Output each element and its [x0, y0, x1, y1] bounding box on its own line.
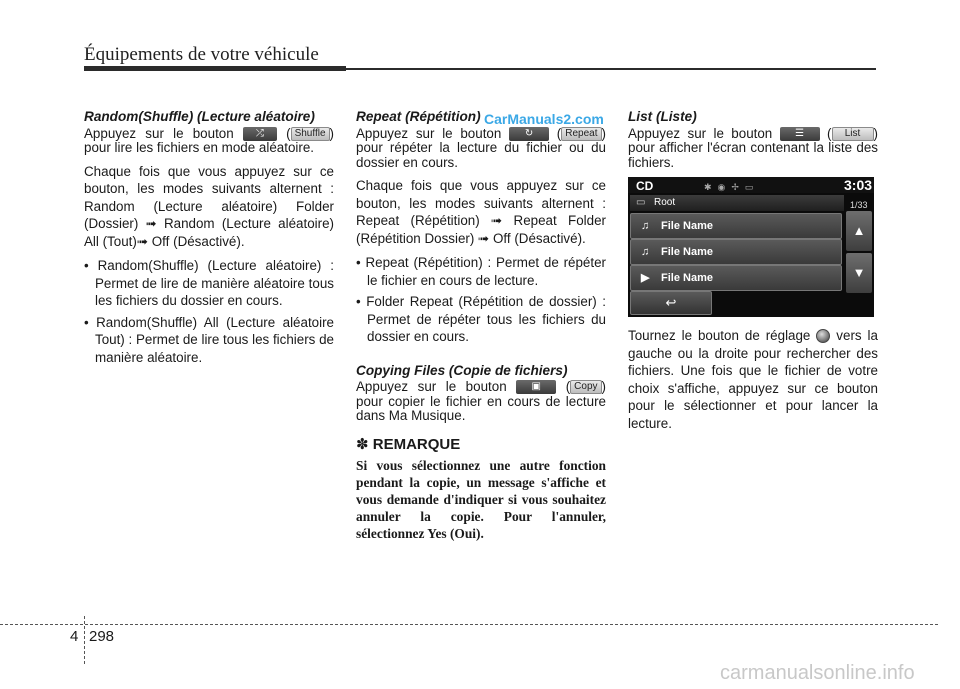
copy-heading: Copying Files (Copie de fichiers)	[356, 362, 568, 378]
repeat-icon: ↻	[509, 127, 549, 141]
column-random	[84, 108, 334, 370]
repeat-heading: Repeat (Répétition)	[356, 109, 481, 124]
save-icon: ▣	[516, 380, 556, 394]
header-rule-thin	[346, 68, 876, 70]
file-list-item[interactable]	[630, 213, 842, 239]
screen-mode-label: CD	[636, 179, 654, 193]
random-intro-text-b: pour lire les fichiers en mode aléatoire.	[84, 140, 314, 155]
tune-text-b: vers la gauche ou la droite pour rechercher des fichiers. Une fois que le fichier de votre choix s'affiche, appuyez sur ce bouton pour le sélectionner et pour lancer la lecture.	[628, 328, 878, 431]
list-intro-text-a: Appuyez sur le bouton	[628, 125, 773, 141]
footer-dashed-rule	[0, 624, 938, 625]
folder-path-bar[interactable]	[630, 195, 844, 211]
tune-knob-paragraph	[628, 327, 878, 432]
page-header-title: Équipements de votre véhicule	[84, 44, 319, 65]
page-number: 298	[89, 628, 115, 645]
copy-button-label: Copy	[570, 380, 601, 394]
shuffle-button-label: Shuffle	[291, 127, 330, 141]
repeat-modes-paragraph: Chaque fois que vous appuyez sur ce bouton, les modes suivants alternent : Repeat (Répétition) ➟ Repeat Folder (Répétition Dossier) ➟ Off (Désactivé).	[356, 178, 606, 246]
repeat-intro: Appuyez sur le bouton ↻ ( Repeat ) pour répéter la lecture du fichier ou du dossier en cours.	[356, 125, 606, 170]
file-list-item[interactable]	[630, 265, 842, 291]
file-name-label: File Name	[661, 246, 713, 258]
repeat-intro-text-b: pour répéter la lecture du fichier ou du dossier en cours.	[356, 140, 606, 170]
list-heading: List (Liste)	[628, 109, 697, 124]
footer-vertical-rule	[84, 616, 85, 664]
footer-site-mark: carmanualsonline.info	[720, 662, 915, 684]
back-button[interactable]	[630, 291, 712, 315]
column-list	[628, 108, 878, 439]
repeat-bullet-folder: • Folder Repeat (Répétition de dossier) : Permet de répéter tous les fichiers du dossier en cours.	[356, 294, 606, 344]
repeat-intro-text-a: Appuyez sur le bouton	[356, 125, 502, 141]
folder-icon: ▭	[636, 197, 646, 208]
bluetooth-usb-icons: ✱◉✢▭	[704, 182, 760, 192]
copy-intro-text-a: Appuyez sur le bouton	[356, 379, 507, 394]
note-title: ✽ REMARQUE	[356, 435, 461, 453]
repeat-button-label: Repeat	[561, 127, 601, 141]
chapter-number: 4	[70, 628, 79, 645]
note-body: Si vous sélectionnez une autre fonction pendant la copie, un message s'affiche et vous demande d'indiquer si vous souhaitez annuler la copie. Pour l'annuler, sélectionnez Yes (Oui).	[356, 458, 606, 541]
music-note-icon: ♫	[641, 246, 650, 258]
list-button-label: List	[832, 127, 874, 141]
watermark-text: CarManuals2.com	[484, 111, 604, 127]
tune-knob-icon	[816, 329, 830, 343]
column-repeat	[356, 108, 606, 542]
random-modes-paragraph: Chaque fois que vous appuyez sur ce bouton, les modes suivants alternent : Random (Lecture aléatoire) Folder (Dossier) ➟ Random (Lecture aléatoire) All (Tout)➟ Off (Désactivé).	[84, 163, 334, 249]
copy-intro-text-b: pour copier le fichier en cours de lecture dans Ma Musique.	[356, 393, 606, 423]
random-bullet-all: • Random(Shuffle) All (Lecture aléatoire Tout) : Permet de lire tous les fichiers de manière aléatoire.	[84, 314, 334, 365]
scroll-down-button[interactable]: ▼	[846, 253, 872, 293]
random-intro: Appuyez sur le bouton ⤮ ( Shuffle ) pour lire les fichiers en mode aléatoire.	[84, 125, 334, 155]
cd-list-screen	[628, 177, 874, 317]
shuffle-icon: ⤮	[243, 127, 277, 141]
tune-text-a: Tournez le bouton de réglage	[628, 328, 811, 343]
list-icon: ☰	[780, 127, 820, 141]
screen-clock: 3:03	[844, 177, 873, 193]
music-note-icon: ♫	[641, 220, 650, 232]
list-intro: Appuyez sur le bouton ☰ ( List ) pour afficher l'écran contenant la liste des fichiers.	[628, 125, 878, 170]
scroll-up-button[interactable]: ▲	[846, 211, 872, 251]
header-rule-thick	[84, 66, 346, 71]
back-arrow-icon: ↩	[665, 295, 677, 310]
repeat-bullet-file: • Repeat (Répétition) : Permet de répéter le fichier en cours de lecture.	[356, 255, 606, 288]
file-list-item[interactable]	[630, 239, 842, 265]
play-circle-icon: ▶	[641, 272, 650, 284]
file-name-label: File Name	[661, 272, 713, 284]
file-name-label: File Name	[661, 220, 713, 232]
random-intro-text-a: Appuyez sur le bouton	[84, 125, 234, 141]
copy-intro: Appuyez sur le bouton ▣ ( Copy ) pour copier le fichier en cours de lecture dans Ma Musique.	[356, 379, 606, 423]
random-heading: Random(Shuffle) (Lecture aléatoire)	[84, 109, 315, 124]
random-bullet-folder: • Random(Shuffle) (Lecture aléatoire) : Permet de lire de manière aléatoire tous les fichiers du dossier en cours.	[84, 258, 334, 308]
list-intro-text-b: pour afficher l'écran contenant la liste des fichiers.	[628, 140, 878, 170]
folder-name: Root	[654, 197, 676, 208]
track-count: 1/33	[850, 200, 868, 210]
